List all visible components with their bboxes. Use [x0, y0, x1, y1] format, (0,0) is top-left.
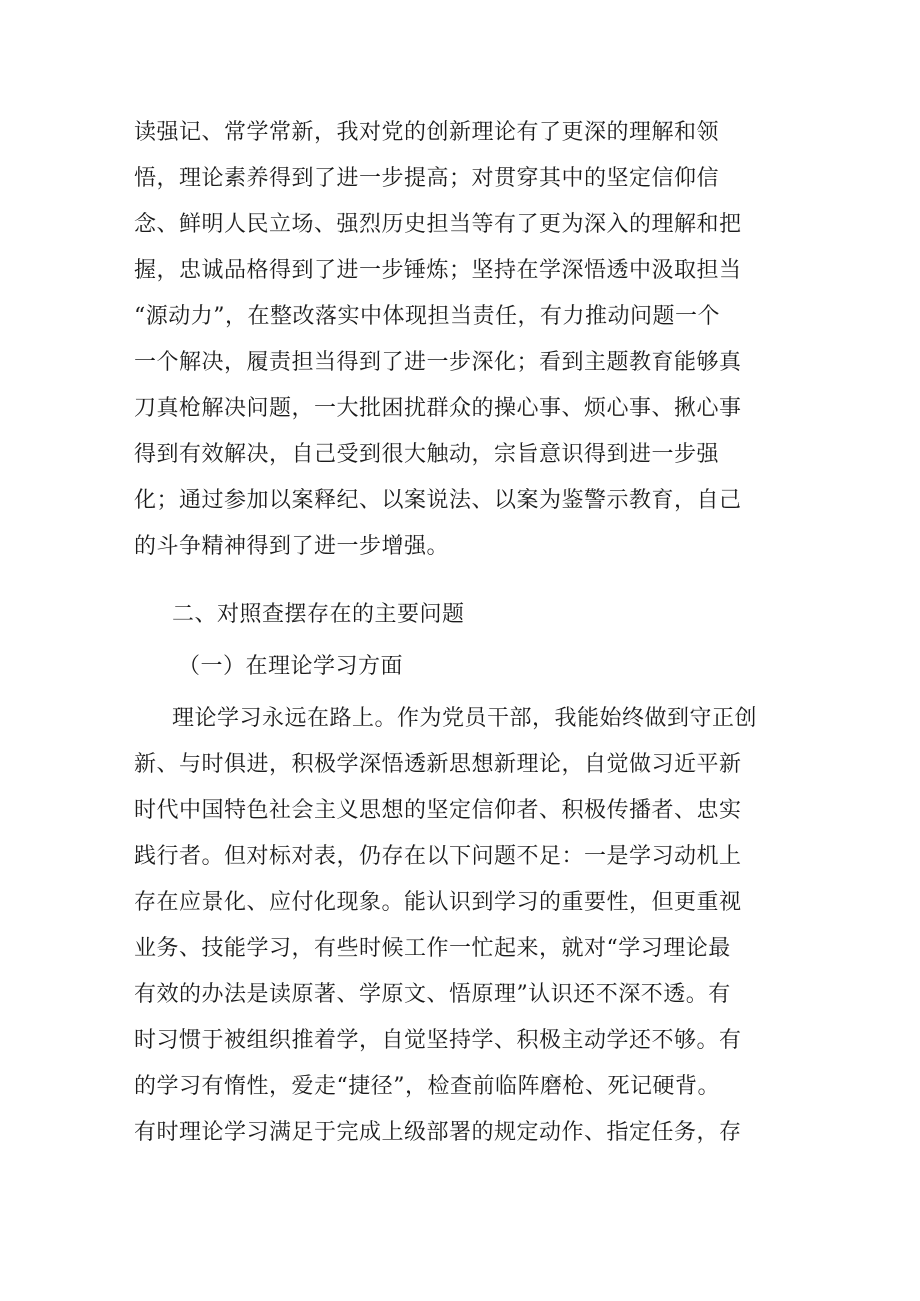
subsection-heading: （一）在理论学习方面 [178, 654, 404, 679]
paragraph-line: 刀真枪解决问题，一大批困扰群众的操心事、烦心事、揪心事 [134, 396, 742, 421]
paragraph-line: 悟，理论素养得到了进一步提高；对贯穿其中的坚定信仰信 [134, 166, 720, 191]
paragraph-line: “源动力”，在整改落实中体现担当责任，有力推动问题一个 [134, 304, 720, 329]
paragraph-line: 时代中国特色社会主义思想的坚定信仰者、积极传播者、忠实 [134, 798, 742, 823]
paragraph-line: 读强记、常学常新，我对党的创新理论有了更深的理解和领 [134, 120, 720, 145]
paragraph-line: 理论学习永远在路上。作为党员干部，我能始终做到守正创 [172, 706, 758, 731]
paragraph-line: 得到有效解决，自己受到很大触动，宗旨意识得到进一步强 [134, 442, 720, 467]
paragraph-line: 业务、技能学习，有些时候工作一忙起来，就对“学习理论最 [134, 936, 731, 961]
paragraph-line: 一个解决，履责担当得到了进一步深化；看到主题教育能够真 [134, 350, 742, 375]
paragraph-line: 化；通过参加以案释纪、以案说法、以案为鉴警示教育，自己 [134, 488, 742, 513]
paragraph-line: 有效的办法是读原著、学原文、悟原理”认识还不深不透。有 [134, 982, 731, 1007]
paragraph-line: 的斗争精神得到了进一步增强。 [134, 534, 450, 559]
paragraph-line: 新、与时俱进，积极学深悟透新思想新理论，自觉做习近平新 [134, 752, 742, 777]
paragraph-line: 念、鲜明人民立场、强烈历史担当等有了更为深入的理解和把 [134, 212, 742, 237]
paragraph-line: 时习惯于被组织推着学，自觉坚持学、积极主动学还不够。有 [134, 1028, 742, 1053]
paragraph-line: 握，忠诚品格得到了进一步锤炼；坚持在学深悟透中汲取担当 [134, 258, 742, 283]
paragraph-line: 有时理论学习满足于完成上级部署的规定动作、指定任务，存 [134, 1120, 742, 1145]
paragraph-line: 践行者。但对标对表，仍存在以下问题不足：一是学习动机上 [134, 844, 742, 869]
paragraph-line: 存在应景化、应付化现象。能认识到学习的重要性，但更重视 [134, 890, 742, 915]
section-heading: 二、对照查摆存在的主要问题 [172, 602, 465, 627]
paragraph-line: 的学习有惰性，爱走“捷径”，检查前临阵磨枪、死记硬背。 [134, 1074, 720, 1099]
